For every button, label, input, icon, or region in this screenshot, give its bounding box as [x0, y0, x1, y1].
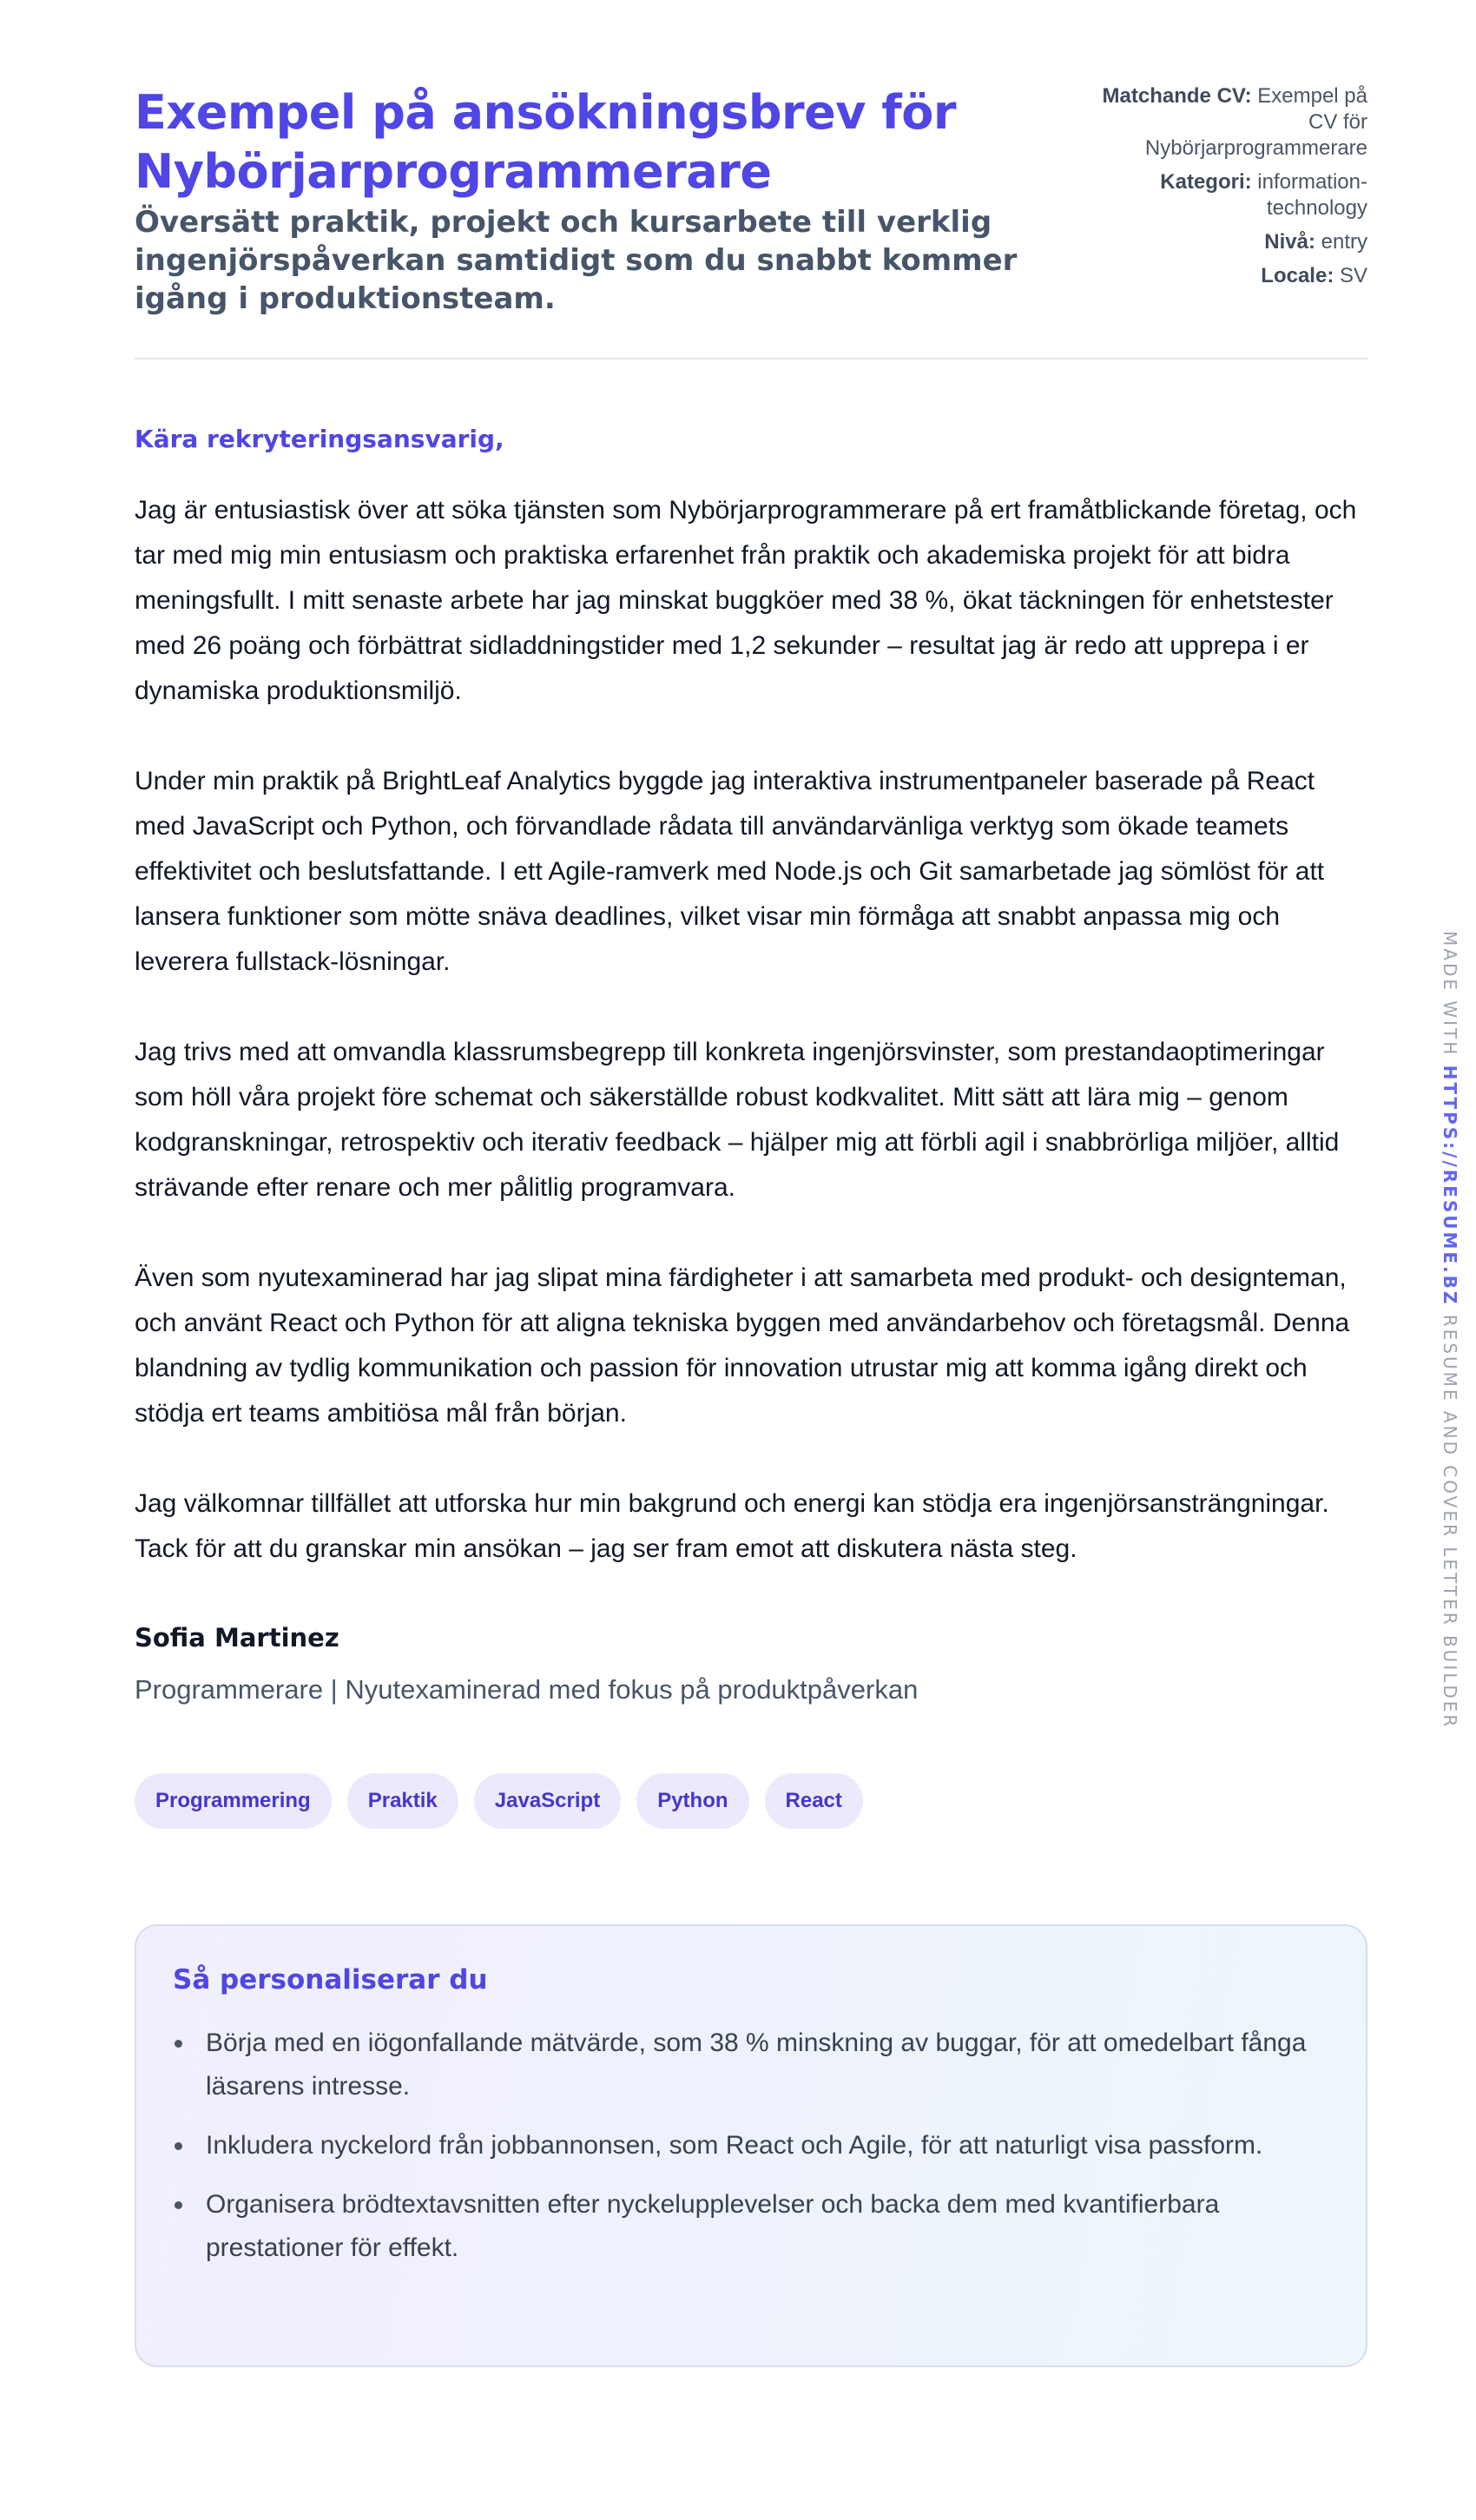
meta-level: [1098, 229, 1367, 255]
meta-locale: [1098, 263, 1367, 289]
page-title: Exempel på ansökningsbrev för Nybörjarprogrammerare: [135, 85, 956, 199]
tips-list: [173, 2022, 1331, 2270]
meta-locale-value: SV: [1339, 264, 1367, 287]
tip-item: Organisera brödtextavsnitten efter nyckelupplevelser och backa dem med kvantifierbara prestationer för effekt.: [173, 2183, 1331, 2270]
credit-link[interactable]: HTTPS://RESUME.BZ: [1440, 1065, 1460, 1307]
signature-role: Programmerare | Nyutexaminerad med fokus på produktpåverkan: [135, 1674, 919, 1705]
credit-suffix: RESUME AND COVER LETTER BUILDER: [1440, 1314, 1460, 1730]
letter-paragraph: Även som nyutexaminerad har jag slipat mina färdigheter i att samarbeta med produkt- och designteman, och använt React och Python för att aligna tekniska byggen med användarbehov och företagsmål. Denna blandning av tydlig kommunikation och passion för innovation utrustar mig att komma igång direkt och stödja ert teams ambitiösa mål från början.: [135, 1263, 1350, 1428]
tag-javascript[interactable]: JavaScript: [474, 1773, 621, 1829]
tag-list: [135, 1773, 1367, 1829]
header: [135, 83, 1367, 360]
credit-prefix: MADE WITH: [1440, 931, 1460, 1058]
signature: [135, 1620, 1367, 1707]
salutation: Kära rekryteringsansvarig,: [135, 425, 504, 453]
meta-level-value: entry: [1321, 230, 1367, 254]
made-with-credit: [1440, 931, 1460, 1729]
tips-title: Så personaliserar du: [173, 1964, 488, 1996]
letter-body: [135, 488, 1367, 1572]
meta-cv: [1098, 83, 1367, 162]
letter-paragraph: Under min praktik på BrightLeaf Analytics byggde jag interaktiva instrumentpaneler baserade på React med JavaScript och Python, och förvandlade rådata till användarvänliga verktyg som ökade teamets effektivitet och beslutsfattande. I ett Agile-ramverk med Node.js och Git samarbetade jag sömlöst för att lansera funktioner som mötte snäva deadlines, vilket visar min förmåga att snabbt anpassa mig och leverera fullstack-lösningar.: [135, 767, 1325, 976]
tag-programmering[interactable]: Programmering: [135, 1773, 332, 1829]
cover-letter-page: [135, 83, 1367, 2367]
letter-paragraph: Jag är entusiastisk över att söka tjänsten som Nybörjarprogrammerare på ert framåtblickande företag, och tar med mig min entusiasm och praktiska erfarenhet från praktik och akademiska projekt för att bidra meningsfullt. I mitt senaste arbete har jag minskat buggköer med 38 %, ökat täckningen för enhetstester med 26 poäng och förbättrat sidladdningstider med 1,2 sekunder – resultat jag är redo att upprepa i er dynamiska produktionsmiljö.: [135, 496, 1357, 705]
letter-paragraph: Jag trivs med att omvandla klassrumsbegrepp till konkreta ingenjörsvinster, som prestandaoptimeringar som höll våra projekt före schemat och säkerställde robust kodkvalitet. Mitt sätt att lära mig – genom kodgranskningar, retrospektiv och iterativ feedback – hjälper mig att förbli agil i snabbrörliga miljöer, alltid strävande efter renare och mer pålitlig programvara.: [135, 1038, 1340, 1202]
personalization-tips-box: [135, 1924, 1367, 2367]
tip-item: Börja med en iögonfallande mätvärde, som 38 % minskning av buggar, för att omedelbart fånga läsarens intresse.: [173, 2022, 1331, 2108]
tag-praktik[interactable]: Praktik: [347, 1773, 458, 1829]
meta-panel: [1098, 83, 1367, 297]
meta-category-value: information-technology: [1257, 170, 1367, 220]
meta-category: [1098, 169, 1367, 221]
meta-category-label: Kategori:: [1160, 170, 1252, 194]
signature-name: Sofia Martinez: [135, 1623, 339, 1653]
meta-locale-label: Locale:: [1261, 264, 1334, 287]
tag-python[interactable]: Python: [636, 1773, 748, 1829]
page-subtitle: Översätt praktik, projekt och kursarbete till verklig ingenjörspåverkan samtidigt som du snabbt kommer igång i produktionsteam.: [135, 205, 1018, 316]
meta-cv-label: Matchande CV:: [1102, 84, 1252, 108]
tag-react[interactable]: React: [765, 1773, 863, 1829]
meta-level-label: Nivå:: [1264, 230, 1315, 254]
tip-item: Inkludera nyckelord från jobbannonsen, som React och Agile, för att naturligt visa passform.: [173, 2124, 1331, 2167]
meta-cv-value[interactable]: Exempel på CV för Nybörjarprogrammerare: [1144, 84, 1367, 160]
letter-paragraph: Jag välkomnar tillfället att utforska hur min bakgrund och energi kan stödja era ingenjörsansträngningar. Tack för att du granskar min ansökan – jag ser fram emot att diskutera nästa steg.: [135, 1489, 1329, 1563]
